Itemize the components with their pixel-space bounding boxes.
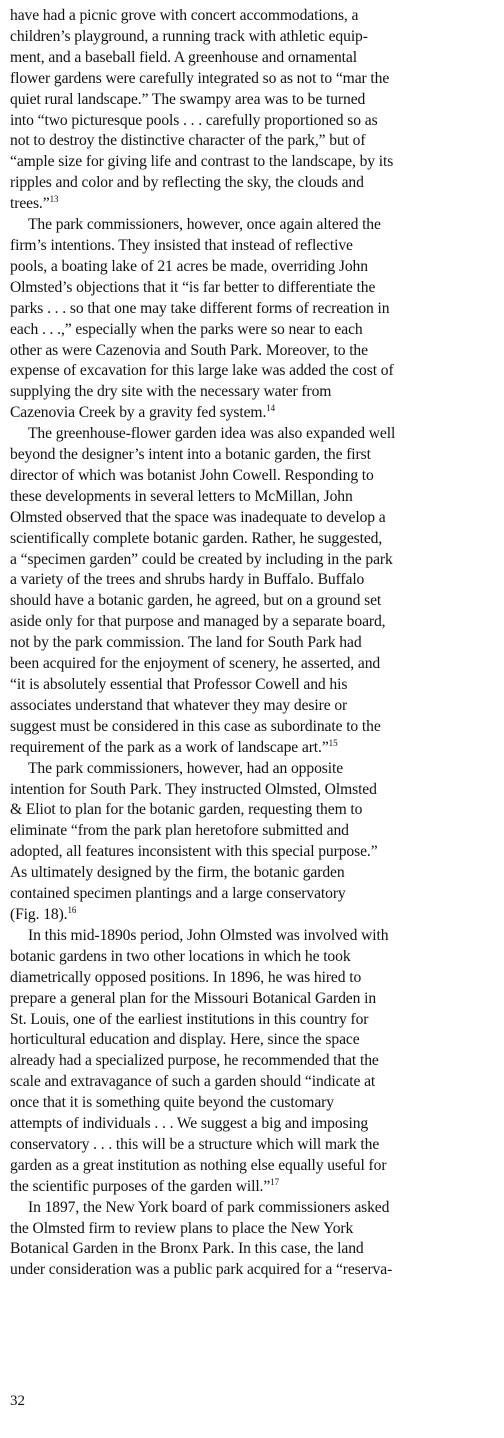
text-line bbox=[10, 27, 500, 48]
line-text: under consideration was a public park acquired for a “reserva- bbox=[10, 1261, 393, 1279]
line-text: diametrically opposed positions. In 1896, he was hired to bbox=[10, 968, 362, 986]
text-line bbox=[10, 508, 500, 529]
text-line bbox=[10, 1260, 500, 1281]
line-text: suggest must be considered in this case as subordinate to the bbox=[10, 717, 381, 735]
text-line bbox=[10, 1072, 500, 1093]
paragraph bbox=[10, 6, 500, 215]
paragraph bbox=[10, 1198, 500, 1282]
text-line bbox=[10, 173, 500, 194]
text-line bbox=[10, 48, 500, 69]
page-number: 32 bbox=[10, 1393, 25, 1409]
line-text: trees.” bbox=[10, 195, 50, 213]
footnote-ref: 17 bbox=[270, 1176, 279, 1187]
line-text: Olmsted’s objections that it “is far better to differentiate the bbox=[10, 278, 376, 296]
line-text: scientifically complete botanic garden. Rather, he suggested, bbox=[10, 529, 383, 547]
text-line bbox=[10, 6, 500, 27]
line-text: In 1897, the New York board of park commissioners asked bbox=[28, 1198, 390, 1216]
line-text: into “two picturesque pools . . . carefully proportioned so as bbox=[10, 111, 378, 129]
footnote-ref: 15 bbox=[328, 737, 338, 748]
text-line bbox=[10, 90, 500, 111]
text-line bbox=[10, 278, 500, 299]
text-line bbox=[10, 1177, 500, 1198]
line-text: ment, and a baseball field. A greenhouse and ornamental bbox=[10, 48, 357, 66]
text-line bbox=[10, 1030, 500, 1051]
text-line bbox=[10, 445, 500, 466]
line-text: eliminate “from the park plan heretofore submitted and bbox=[10, 822, 349, 840]
line-text: The greenhouse-flower garden idea was also expanded well bbox=[28, 425, 396, 443]
line-text: attempts of individuals . . . We suggest a big and imposing bbox=[10, 1115, 369, 1133]
text-line bbox=[10, 320, 500, 341]
text-line bbox=[10, 1239, 500, 1260]
line-text: “ample size for giving life and contrast to the landscape, by its bbox=[10, 153, 394, 171]
text-line bbox=[10, 738, 500, 759]
text-line bbox=[10, 299, 500, 320]
line-text: Olmsted observed that the space was inadequate to develop a bbox=[10, 508, 386, 526]
line-text: the Olmsted firm to review plans to place the New York bbox=[10, 1219, 354, 1237]
text-line bbox=[10, 654, 500, 675]
text-line bbox=[10, 675, 500, 696]
line-text: associates understand that whatever they may desire or bbox=[10, 696, 348, 714]
line-text: In this mid-1890s period, John Olmsted was involved with bbox=[28, 926, 389, 944]
text-line bbox=[10, 1051, 500, 1072]
line-text: these developments in several letters to McMillan, John bbox=[10, 487, 353, 505]
line-text: “it is absolutely essential that Professor Cowell and his bbox=[10, 676, 348, 693]
text-line bbox=[10, 257, 500, 278]
text-line bbox=[10, 1198, 500, 1219]
line-text: conservatory . . . this will be a structure which will mark the bbox=[10, 1135, 380, 1153]
line-text: expense of excavation for this large lake was added the cost of bbox=[10, 362, 394, 380]
line-text: aside only for that purpose and managed by a separate board, bbox=[10, 613, 386, 631]
text-line bbox=[10, 69, 500, 90]
text-line bbox=[10, 863, 500, 884]
line-text: a variety of the trees and shrubs hardy in Buffalo. Buffalo bbox=[10, 571, 365, 589]
paragraph bbox=[10, 759, 500, 926]
text-line bbox=[10, 1114, 500, 1135]
text-line bbox=[10, 947, 500, 968]
line-text: Botanical Garden in the Bronx Park. In this case, the land bbox=[10, 1240, 364, 1258]
line-text: been acquired for the enjoyment of scenery, he asserted, and bbox=[10, 655, 381, 673]
text-line bbox=[10, 696, 500, 717]
text-line bbox=[10, 926, 500, 947]
line-text: other as were Cazenovia and South Park. Moreover, to the bbox=[10, 341, 368, 359]
text-line bbox=[10, 1010, 500, 1031]
text-line bbox=[10, 382, 500, 403]
line-text: director of which was botanist John Cowell. Responding to bbox=[10, 466, 374, 484]
line-text: Cazenovia Creek by a gravity fed system. bbox=[10, 404, 267, 422]
text-line bbox=[10, 989, 500, 1010]
text-line bbox=[10, 1135, 500, 1156]
line-text: each . . .,” especially when the parks were so near to each bbox=[10, 320, 363, 338]
line-text: contained specimen plantings and a large conservatory bbox=[10, 885, 346, 903]
text-line bbox=[10, 759, 500, 780]
line-text: (Fig. 18). bbox=[10, 905, 68, 923]
paragraph bbox=[10, 424, 500, 759]
line-text: a “specimen garden” could be created by including in the park bbox=[10, 550, 393, 568]
line-text: already had a specialized purpose, he recommended that the bbox=[10, 1052, 379, 1070]
line-text: prepare a general plan for the Missouri Botanical Garden in bbox=[10, 989, 377, 1007]
text-line bbox=[10, 341, 500, 362]
line-text: flower gardens were carefully integrated so as not to “mar the bbox=[10, 69, 390, 87]
line-text: The park commissioners, however, had an opposite bbox=[28, 759, 344, 777]
text-line bbox=[10, 1156, 500, 1177]
paragraph bbox=[10, 926, 500, 1198]
text-line bbox=[10, 800, 500, 821]
footnote-ref: 13 bbox=[49, 194, 59, 204]
text-line bbox=[10, 361, 500, 382]
text-line bbox=[10, 1219, 500, 1240]
text-line bbox=[10, 194, 500, 215]
text-line bbox=[10, 1093, 500, 1114]
text-line bbox=[10, 821, 500, 842]
line-text: beyond the designer’s intent into a botanic garden, the first bbox=[10, 446, 371, 464]
line-text: once that it is something quite beyond the customary bbox=[10, 1094, 334, 1112]
line-text: & Eliot to plan for the botanic garden, requesting them to bbox=[10, 801, 363, 819]
text-line bbox=[10, 570, 500, 591]
line-text: garden as a great institution as nothing else equally useful for bbox=[10, 1156, 387, 1174]
text-line bbox=[10, 131, 500, 152]
paragraph bbox=[10, 215, 500, 424]
line-text: should have a botanic garden, he agreed, but on a ground set bbox=[10, 592, 382, 610]
text-line bbox=[10, 529, 500, 550]
line-text: supplying the dry site with the necessary water from bbox=[10, 383, 332, 401]
line-text: not by the park commission. The land for South Park had bbox=[10, 634, 362, 652]
text-line bbox=[10, 550, 500, 571]
line-text: have had a picnic grove with concert accommodations, a bbox=[10, 7, 359, 24]
line-text: requirement of the park as a work of landscape art.” bbox=[10, 738, 329, 756]
line-text: parks . . . so that one may take different forms of recreation in bbox=[10, 299, 390, 317]
text-line bbox=[10, 905, 500, 926]
line-text: children’s playground, a running track with athletic equip- bbox=[10, 27, 368, 45]
text-line bbox=[10, 884, 500, 905]
line-text: As ultimately designed by the firm, the botanic garden bbox=[10, 864, 345, 882]
text-line bbox=[10, 842, 500, 863]
line-text: intention for South Park. They instructed Olmsted, Olmsted bbox=[10, 780, 377, 798]
footnote-ref: 14 bbox=[266, 403, 276, 414]
text-line bbox=[10, 591, 500, 612]
line-text: St. Louis, one of the earliest institutions in this country for bbox=[10, 1010, 369, 1028]
body-text bbox=[10, 6, 500, 1281]
line-text: not to destroy the distinctive character of the park,” but of bbox=[10, 132, 366, 150]
footnote-ref: 16 bbox=[67, 904, 77, 915]
text-line bbox=[10, 424, 500, 445]
line-text: scale and extravagance of such a garden should “indicate at bbox=[10, 1073, 376, 1091]
text-line bbox=[10, 717, 500, 738]
text-line bbox=[10, 403, 500, 424]
text-line bbox=[10, 780, 500, 801]
text-line bbox=[10, 111, 500, 132]
line-text: quiet rural landscape.” The swampy area was to be turned bbox=[10, 90, 366, 108]
text-line bbox=[10, 633, 500, 654]
text-line bbox=[10, 487, 500, 508]
line-text: adopted, all features inconsistent with this special purpose.” bbox=[10, 843, 378, 861]
line-text: pools, a boating lake of 21 acres be made, overriding John bbox=[10, 257, 368, 275]
text-line bbox=[10, 236, 500, 257]
text-line bbox=[10, 612, 500, 633]
text-line bbox=[10, 968, 500, 989]
line-text: horticultural education and display. Here, since the space bbox=[10, 1031, 360, 1049]
line-text: botanic gardens in two other locations in which he took bbox=[10, 947, 351, 965]
text-line bbox=[10, 152, 500, 173]
line-text: ripples and color and by reflecting the sky, the clouds and bbox=[10, 174, 364, 192]
text-line bbox=[10, 466, 500, 487]
text-line bbox=[10, 215, 500, 236]
line-text: the scientific purposes of the garden will.” bbox=[10, 1177, 271, 1195]
line-text: firm’s intentions. They insisted that instead of reflective bbox=[10, 236, 353, 254]
line-text: The park commissioners, however, once again altered the bbox=[28, 216, 381, 234]
